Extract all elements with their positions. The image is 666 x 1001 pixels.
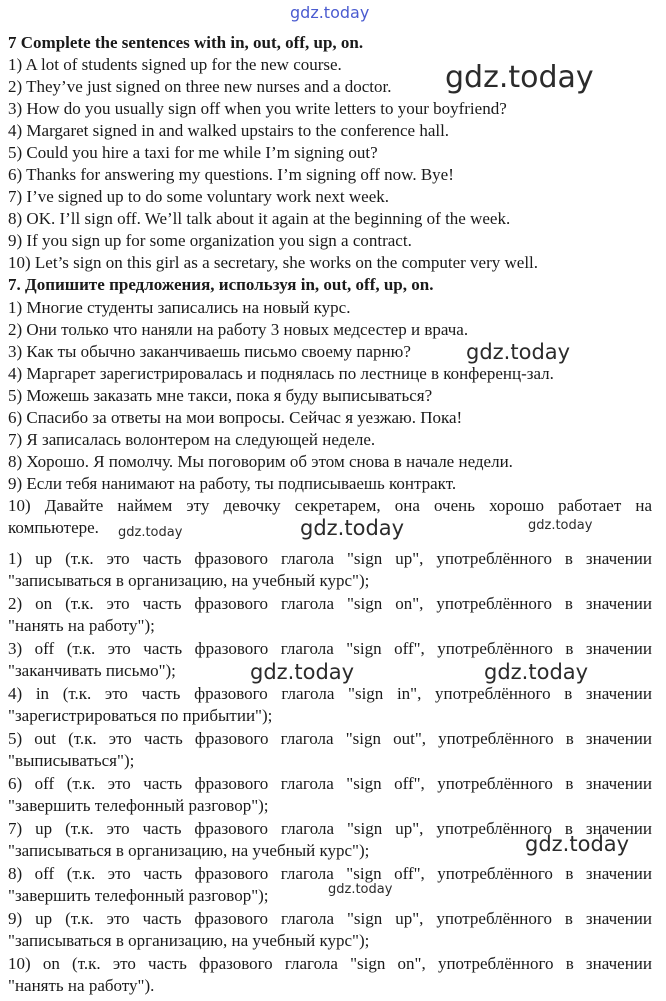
- sentence-ru-7: 7) Я записалась волонтером на следующей неделе.: [8, 430, 376, 449]
- sentence-en-3: 3) How do you usually sign off when you write letters to your boyfriend?: [8, 99, 507, 118]
- answer-5-line2: "выписываться");: [8, 751, 135, 770]
- answer-7-line1: 7) up (т.к. это часть фразового глагола "sign up", употреблённого в значении: [8, 819, 652, 838]
- watermark-medium: gdz.today: [484, 660, 589, 684]
- sentence-en-5: 5) Could you hire a taxi for me while I’m signing out?: [8, 143, 378, 162]
- answer-8-line1: 8) off (т.к. это часть фразового глагола "sign off", употреблённого в значении: [8, 864, 652, 883]
- sentence-en-7: 7) I’ve signed up to do some voluntary work next week.: [8, 187, 389, 206]
- sentence-ru-4: 4) Маргарет зарегистрировалась и поднялась по лестнице в конференц-зал.: [8, 364, 554, 383]
- sentence-ru-9: 9) Если тебя нанимают на работу, ты подписываешь контракт.: [8, 474, 457, 493]
- watermark-top: gdz.today: [290, 3, 370, 22]
- watermark-small: gdz.today: [118, 525, 183, 540]
- answer-2-line2: "нанять на работу");: [8, 616, 155, 635]
- watermark-large: gdz.today: [445, 60, 594, 95]
- answer-3-line2: "заканчивать письмо");: [8, 661, 176, 680]
- sentence-ru-6: 6) Спасибо за ответы на мои вопросы. Сейчас я уезжаю. Пока!: [8, 408, 463, 427]
- watermark-medium: gdz.today: [300, 516, 405, 540]
- sentence-ru-3: 3) Как ты обычно заканчиваешь письмо своему парню?: [8, 342, 411, 361]
- answer-3-line1: 3) off (т.к. это часть фразового глагола "sign off", употреблённого в значении: [8, 639, 652, 658]
- watermark-medium: gdz.today: [525, 832, 630, 856]
- answer-9-line2: "записываться в организацию, на учебный курс");: [8, 931, 370, 950]
- answer-10-line2: "нанять на работу").: [8, 976, 155, 995]
- sentence-en-10: 10) Let’s sign on this girl as a secretary, she works on the computer very well.: [8, 253, 539, 272]
- exercise-heading-ru: 7. Допишите предложения, используя in, out, off, up, on.: [8, 275, 434, 294]
- sentence-en-2: 2) They’ve just signed on three new nurses and a doctor.: [8, 77, 392, 96]
- answer-9-line1: 9) up (т.к. это часть фразового глагола "sign up", употреблённого в значении: [8, 909, 652, 928]
- watermark-small: gdz.today: [328, 882, 393, 897]
- sentence-en-9: 9) If you sign up for some organization you sign a contract.: [8, 231, 412, 250]
- sentence-ru-10-line1: 10) Давайте наймем эту девочку секретарем, она очень хорошо работает на: [8, 496, 652, 515]
- answer-8-line2: "завершить телефонный разговор");: [8, 886, 269, 905]
- sentence-en-1: 1) A lot of students signed up for the new course.: [8, 55, 342, 74]
- answer-6-line2: "завершить телефонный разговор");: [8, 796, 269, 815]
- sentence-ru-1: 1) Многие студенты записались на новый курс.: [8, 298, 351, 317]
- sentence-ru-10-line2: компьютере.: [8, 518, 99, 537]
- watermark-medium: gdz.today: [466, 340, 571, 364]
- answer-6-line1: 6) off (т.к. это часть фразового глагола "sign off", употреблённого в значении: [8, 774, 652, 793]
- answer-1-line1: 1) up (т.к. это часть фразового глагола "sign up", употреблённого в значении: [8, 549, 652, 568]
- answer-4-line2: "зарегистрироваться по прибытии");: [8, 706, 273, 725]
- sentence-ru-2: 2) Они только что наняли на работу 3 новых медсестер и врача.: [8, 320, 469, 339]
- sentence-ru-8: 8) Хорошо. Я помолчу. Мы поговорим об этом снова в начале недели.: [8, 452, 513, 471]
- answer-2-line1: 2) on (т.к. это часть фразового глагола "sign on", употреблённого в значении: [8, 594, 652, 613]
- answer-4-line1: 4) in (т.к. это часть фразового глагола "sign in", употреблённого в значении: [8, 684, 652, 703]
- answer-7-line2: "записываться в организацию, на учебный курс");: [8, 841, 370, 860]
- sentence-en-4: 4) Margaret signed in and walked upstairs to the conference hall.: [8, 121, 450, 140]
- answer-5-line1: 5) out (т.к. это часть фразового глагола "sign out", употреблённого в значении: [8, 729, 652, 748]
- watermark-medium: gdz.today: [250, 660, 355, 684]
- sentence-en-6: 6) Thanks for answering my questions. I’m signing off now. Bye!: [8, 165, 454, 184]
- watermark-small: gdz.today: [528, 518, 593, 533]
- answer-10-line1: 10) on (т.к. это часть фразового глагола "sign on", употреблённого в значении: [8, 954, 652, 973]
- sentence-en-8: 8) OK. I’ll sign off. We’ll talk about it again at the beginning of the week.: [8, 209, 511, 228]
- exercise-heading-en: 7 Complete the sentences with in, out, off, up, on.: [8, 33, 364, 52]
- sentence-ru-5: 5) Можешь заказать мне такси, пока я буду выписываться?: [8, 386, 433, 405]
- answer-1-line2: "записываться в организацию, на учебный курс");: [8, 571, 370, 590]
